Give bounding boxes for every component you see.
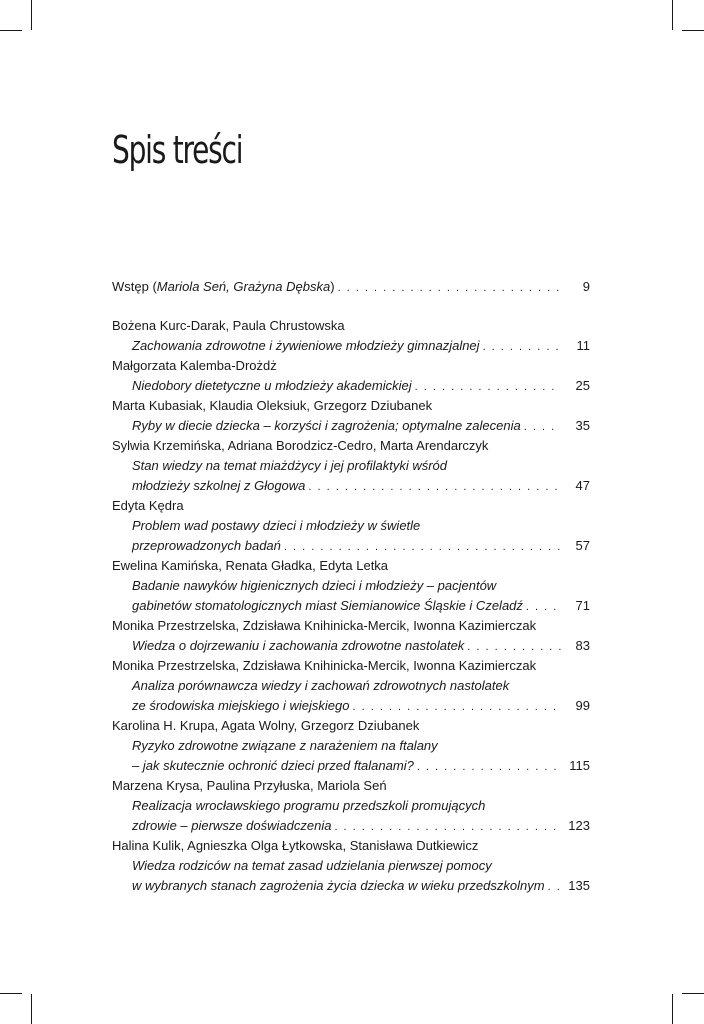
crop-mark-top-right-v — [672, 0, 673, 30]
dot-leader — [483, 337, 561, 357]
toc-entry-title-line — [112, 856, 590, 876]
toc-entries — [112, 316, 590, 896]
toc-entry-authors: Monika Przestrzelska, Zdzisława Knihinicka-Mercik, Iwonna Kazimierczak — [112, 658, 537, 673]
toc-entry-title: Problem wad postawy dzieci i młodzieży w świetle — [132, 518, 421, 533]
toc-entry-title: Zachowania zdrowotne i żywieniowe młodzieży gimnazjalnej — [132, 338, 480, 353]
dot-leader — [524, 417, 561, 437]
toc-entry-authors: Karolina H. Krupa, Agata Wolny, Grzegorz Dziubanek — [112, 718, 420, 733]
toc-entry-page: 47 — [575, 478, 590, 493]
toc-entry[interactable] — [112, 356, 590, 396]
toc-entry-page: 25 — [575, 378, 590, 393]
toc-intro-line[interactable] — [112, 277, 590, 297]
toc-entry[interactable] — [112, 836, 590, 896]
toc-entry-title-line — [112, 336, 590, 356]
toc-entry-title: Ryzyko zdrowotne związane z narażeniem na ftalany — [132, 738, 438, 753]
toc-entry-title: – jak skutecznie ochronić dzieci przed ftalanami? — [132, 758, 414, 773]
toc-entry-authors: Bożena Kurc-Darak, Paula Chrustowska — [112, 318, 345, 333]
toc-entry-page: 99 — [575, 698, 590, 713]
toc-entry[interactable] — [112, 496, 590, 556]
toc-intro-label: Wstęp — [112, 279, 149, 294]
toc-entry-title-line — [112, 516, 590, 536]
toc-entry-title-line — [112, 456, 590, 476]
toc-entry[interactable] — [112, 656, 590, 716]
crop-mark-top-left-h — [0, 30, 22, 31]
toc-entry-title: Wiedza o dojrzewaniu i zachowania zdrowotne nastolatek — [132, 638, 465, 653]
toc-entry-page: 83 — [575, 638, 590, 653]
dot-leader — [467, 637, 561, 657]
toc-entry-page: 135 — [568, 878, 590, 893]
toc-entry[interactable] — [112, 776, 590, 836]
page-title: Spis treści — [112, 128, 243, 172]
toc-entry-title-line — [112, 696, 590, 716]
toc-entry-page: 57 — [575, 538, 590, 553]
toc-entry-page: 35 — [575, 418, 590, 433]
toc-entry-title-line — [112, 736, 590, 756]
toc-entry-title: Stan wiedzy na temat miażdżycy i jej profilaktyki wśród — [132, 458, 448, 473]
dot-leader — [526, 597, 561, 617]
toc-entry-title-line — [112, 876, 590, 896]
toc-entry[interactable] — [112, 316, 590, 356]
crop-mark-bottom-left-h — [0, 993, 22, 994]
toc-entry-title-line — [112, 576, 590, 596]
toc-entry-authors: Małgorzata Kalemba-Drożdż — [112, 358, 277, 373]
dot-leader — [548, 877, 561, 897]
crop-mark-bottom-left-v — [31, 994, 32, 1024]
toc-entry[interactable] — [112, 436, 590, 496]
toc-entry-title-line — [112, 796, 590, 816]
dot-leader — [415, 377, 561, 397]
toc-entry-authors: Sylwia Krzemińska, Adriana Borodzicz-Cedro, Marta Arendarczyk — [112, 438, 489, 453]
toc-entry-title: Wiedza rodziców na temat zasad udzielania pierwszej pomocy — [132, 858, 492, 873]
toc-entry-title: zdrowie – pierwsze doświadczenia — [132, 818, 332, 833]
spacer — [112, 297, 590, 316]
toc-entry-title: Ryby w diecie dziecka – korzyści i zagrożenia; optymalne zalecenia — [132, 418, 521, 433]
toc-entry-title-line — [112, 376, 590, 396]
dot-leader — [417, 757, 561, 777]
dot-leader — [284, 537, 561, 557]
dot-leader — [334, 817, 561, 837]
toc-entry[interactable] — [112, 396, 590, 436]
crop-mark-top-left-v — [31, 0, 32, 30]
toc-entry[interactable] — [112, 556, 590, 616]
dot-leader — [308, 477, 561, 497]
toc-entry-title: Analiza porównawcza wiedzy i zachowań zdrowotnych nastolatek — [132, 678, 510, 693]
dot-leader — [338, 278, 561, 298]
toc-entry-title: Niedobory dietetyczne u młodzieży akademickiej — [132, 378, 412, 393]
toc-entry-title-line — [112, 536, 590, 556]
toc-entry-title-line — [112, 816, 590, 836]
toc-entry-title: ze środowiska miejskiego i wiejskiego — [132, 698, 350, 713]
toc-entry-title-line — [112, 756, 590, 776]
toc-entry-authors: Marta Kubasiak, Klaudia Oleksiuk, Grzegorz Dziubanek — [112, 398, 433, 413]
toc-intro-authors: Mariola Seń, Grażyna Dębska — [156, 279, 331, 294]
toc-entry-page: 71 — [575, 598, 590, 613]
toc-entry-title-line — [112, 596, 590, 616]
toc-entry[interactable] — [112, 716, 590, 776]
toc-intro-page: 9 — [582, 279, 590, 294]
dot-leader — [352, 697, 561, 717]
toc-entry-title: przeprowadzonych badań — [132, 538, 281, 553]
toc-entry-title-line — [112, 676, 590, 696]
toc-entry-page: 115 — [569, 758, 590, 773]
crop-mark-bottom-right-h — [682, 993, 704, 994]
crop-mark-top-right-h — [682, 30, 704, 31]
toc-entry-title: Badanie nawyków higienicznych dzieci i młodzieży – pacjentów — [132, 578, 497, 593]
toc-entry-authors: Ewelina Kamińska, Renata Gładka, Edyta Letka — [112, 558, 389, 573]
toc-intro-text: Wstęp (Mariola Seń, Grażyna Dębska) — [112, 279, 335, 294]
toc-entry-page: 123 — [568, 818, 590, 833]
toc-entry-authors: Monika Przestrzelska, Zdzisława Knihinicka-Mercik, Iwonna Kazimierczak — [112, 618, 537, 633]
toc-entry-title: w wybranych stanach zagrożenia życia dziecka w wieku przedszkolnym — [132, 878, 545, 893]
toc-entry[interactable] — [112, 616, 590, 656]
toc-entry-authors: Edyta Kędra — [112, 498, 184, 513]
toc-entry-title: młodzieży szkolnej z Głogowa — [132, 478, 306, 493]
toc-entry-title: gabinetów stomatologicznych miast Siemianowice Śląskie i Czeladź — [132, 598, 523, 613]
toc-entry-title-line — [112, 476, 590, 496]
toc-entry-title-line — [112, 416, 590, 436]
toc-entry-authors: Halina Kulik, Agnieszka Olga Łytkowska, Stanisława Dutkiewicz — [112, 838, 479, 853]
toc-entry-title-line — [112, 636, 590, 656]
table-of-contents — [112, 277, 590, 896]
toc-entry-authors: Marzena Krysa, Paulina Przyłuska, Mariola Seń — [112, 778, 387, 793]
toc-entry-page: 11 — [576, 338, 590, 353]
crop-mark-bottom-right-v — [672, 994, 673, 1024]
toc-entry-title: Realizacja wrocławskiego programu przedszkoli promujących — [132, 798, 486, 813]
